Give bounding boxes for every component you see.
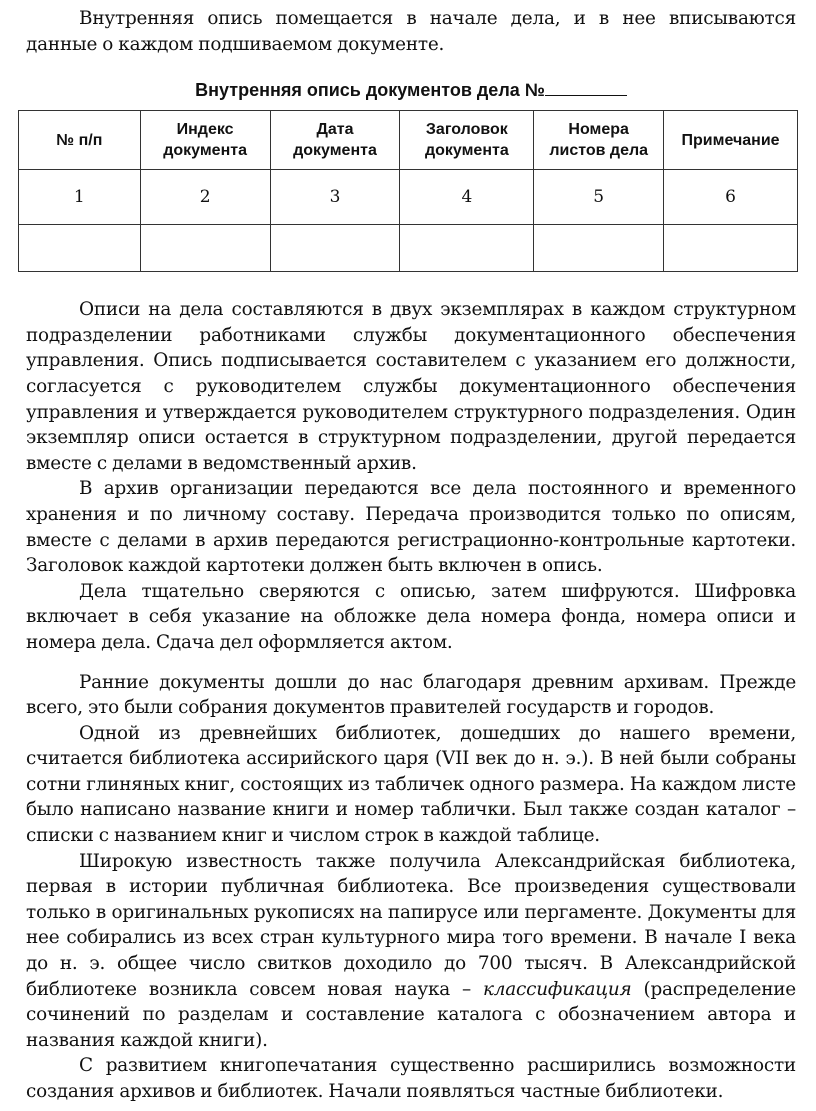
table-cell: 2 (140, 170, 270, 225)
table-cell: 6 (664, 170, 798, 225)
classification-term: классификация (482, 978, 632, 1000)
paragraph-archive-transfer: В архив организации передаются все дела постоянного и временного хранения и по личному составу. Передача производится только по описям, вместе с делами в архив передаются регистрационно-контрольные картотеки. Заголовок каждой картотеки должен быть включен в опись. (26, 478, 796, 577)
intro-paragraph: Внутренняя опись помещается в начале дела, и в нее вписываются данные о каждом подшиваемом документе. (26, 8, 796, 55)
alexandria-text-end: (распределение сочинений по разделам и составление каталога с обозначением автора и названия каждой книги). (26, 978, 796, 1051)
table-empty-row (19, 225, 798, 272)
table-cell: 3 (270, 170, 400, 225)
empty-cell (270, 225, 400, 272)
empty-cell (19, 225, 141, 272)
header-cell-date: Дата документа (270, 111, 400, 170)
document-page (26, 6, 796, 1105)
header-cell-note: Примечание (664, 111, 798, 170)
paragraph-assyrian-library: Одной из древнейших библиотек, дошедших до нашего времени, считается библиотека ассирийского царя (VII век до н. э.). В ней были собраны сотни глиняных книг, состоящих из табличек одного размера. На каждом листе было написано название книги и номер таблички. Был также создан каталог – списки с названием книг и числом строк в каждой таблице. (26, 722, 796, 847)
table-cell: 4 (400, 170, 534, 225)
paragraph-book-printing: С развитием книгопечатания существенно расширились возможности создания архивов и библиотек. Начали появляться частные библиотеки. (26, 1055, 796, 1102)
table-header-row (19, 111, 798, 170)
header-cell-index: Индекс документа (140, 111, 270, 170)
header-cell-title: Заголовок документа (400, 111, 534, 170)
table-title (26, 77, 796, 102)
inventory-table (18, 110, 798, 272)
paragraph-early-documents: Ранние документы дошли до нас благодаря древним архивам. Прежде всего, это были собрания документов правителей государств и городов. (26, 671, 796, 719)
table-cell: 5 (534, 170, 664, 225)
empty-cell (400, 225, 534, 272)
header-cell-number: № п/п (19, 111, 141, 170)
number-blank-line (545, 77, 627, 96)
table-numbers-row (19, 170, 798, 225)
header-cell-sheets: Номера листов дела (534, 111, 664, 170)
empty-cell (664, 225, 798, 272)
empty-cell (140, 225, 270, 272)
paragraph-case-encoding: Дела тщательно сверяются с описью, затем шифруются. Шифровка включает в себя указание на обложке дела номера фонда, номера описи и номера дела. Сдача дел оформляется актом. (26, 580, 796, 653)
table-cell: 1 (19, 170, 141, 225)
empty-cell (534, 225, 664, 272)
alexandria-text-start: Широкую известность также получила Александрийская библиотека, первая в истории публичная библиотека. Все произведения существовали только в оригинальных рукописях на папирусе или пергаменте. Документы для нее собирались из всех стран культурного мира того времени. В начале I века до н. э. общее число свитков доходило до 700 тысяч. В Александрийской библиотеке возникла совсем новая наука – (26, 850, 796, 1000)
paragraph-alexandria-library (26, 849, 796, 1054)
paragraph-inventory-copies: Описи на дела составляются в двух экземплярах в каждом структурном подразделении работниками службы документационного обеспечения управления. Опись подписывается составителем с указанием его должности, согласуется с руководителем службы документационного обеспечения управления и утверждается руководителем структурного подразделения. Один экземпляр описи остается в структурном подразделении, другой передается вместе с делами в ведомственный архив. (26, 299, 796, 474)
table-title-text: Внутренняя опись документов дела № (195, 80, 545, 101)
